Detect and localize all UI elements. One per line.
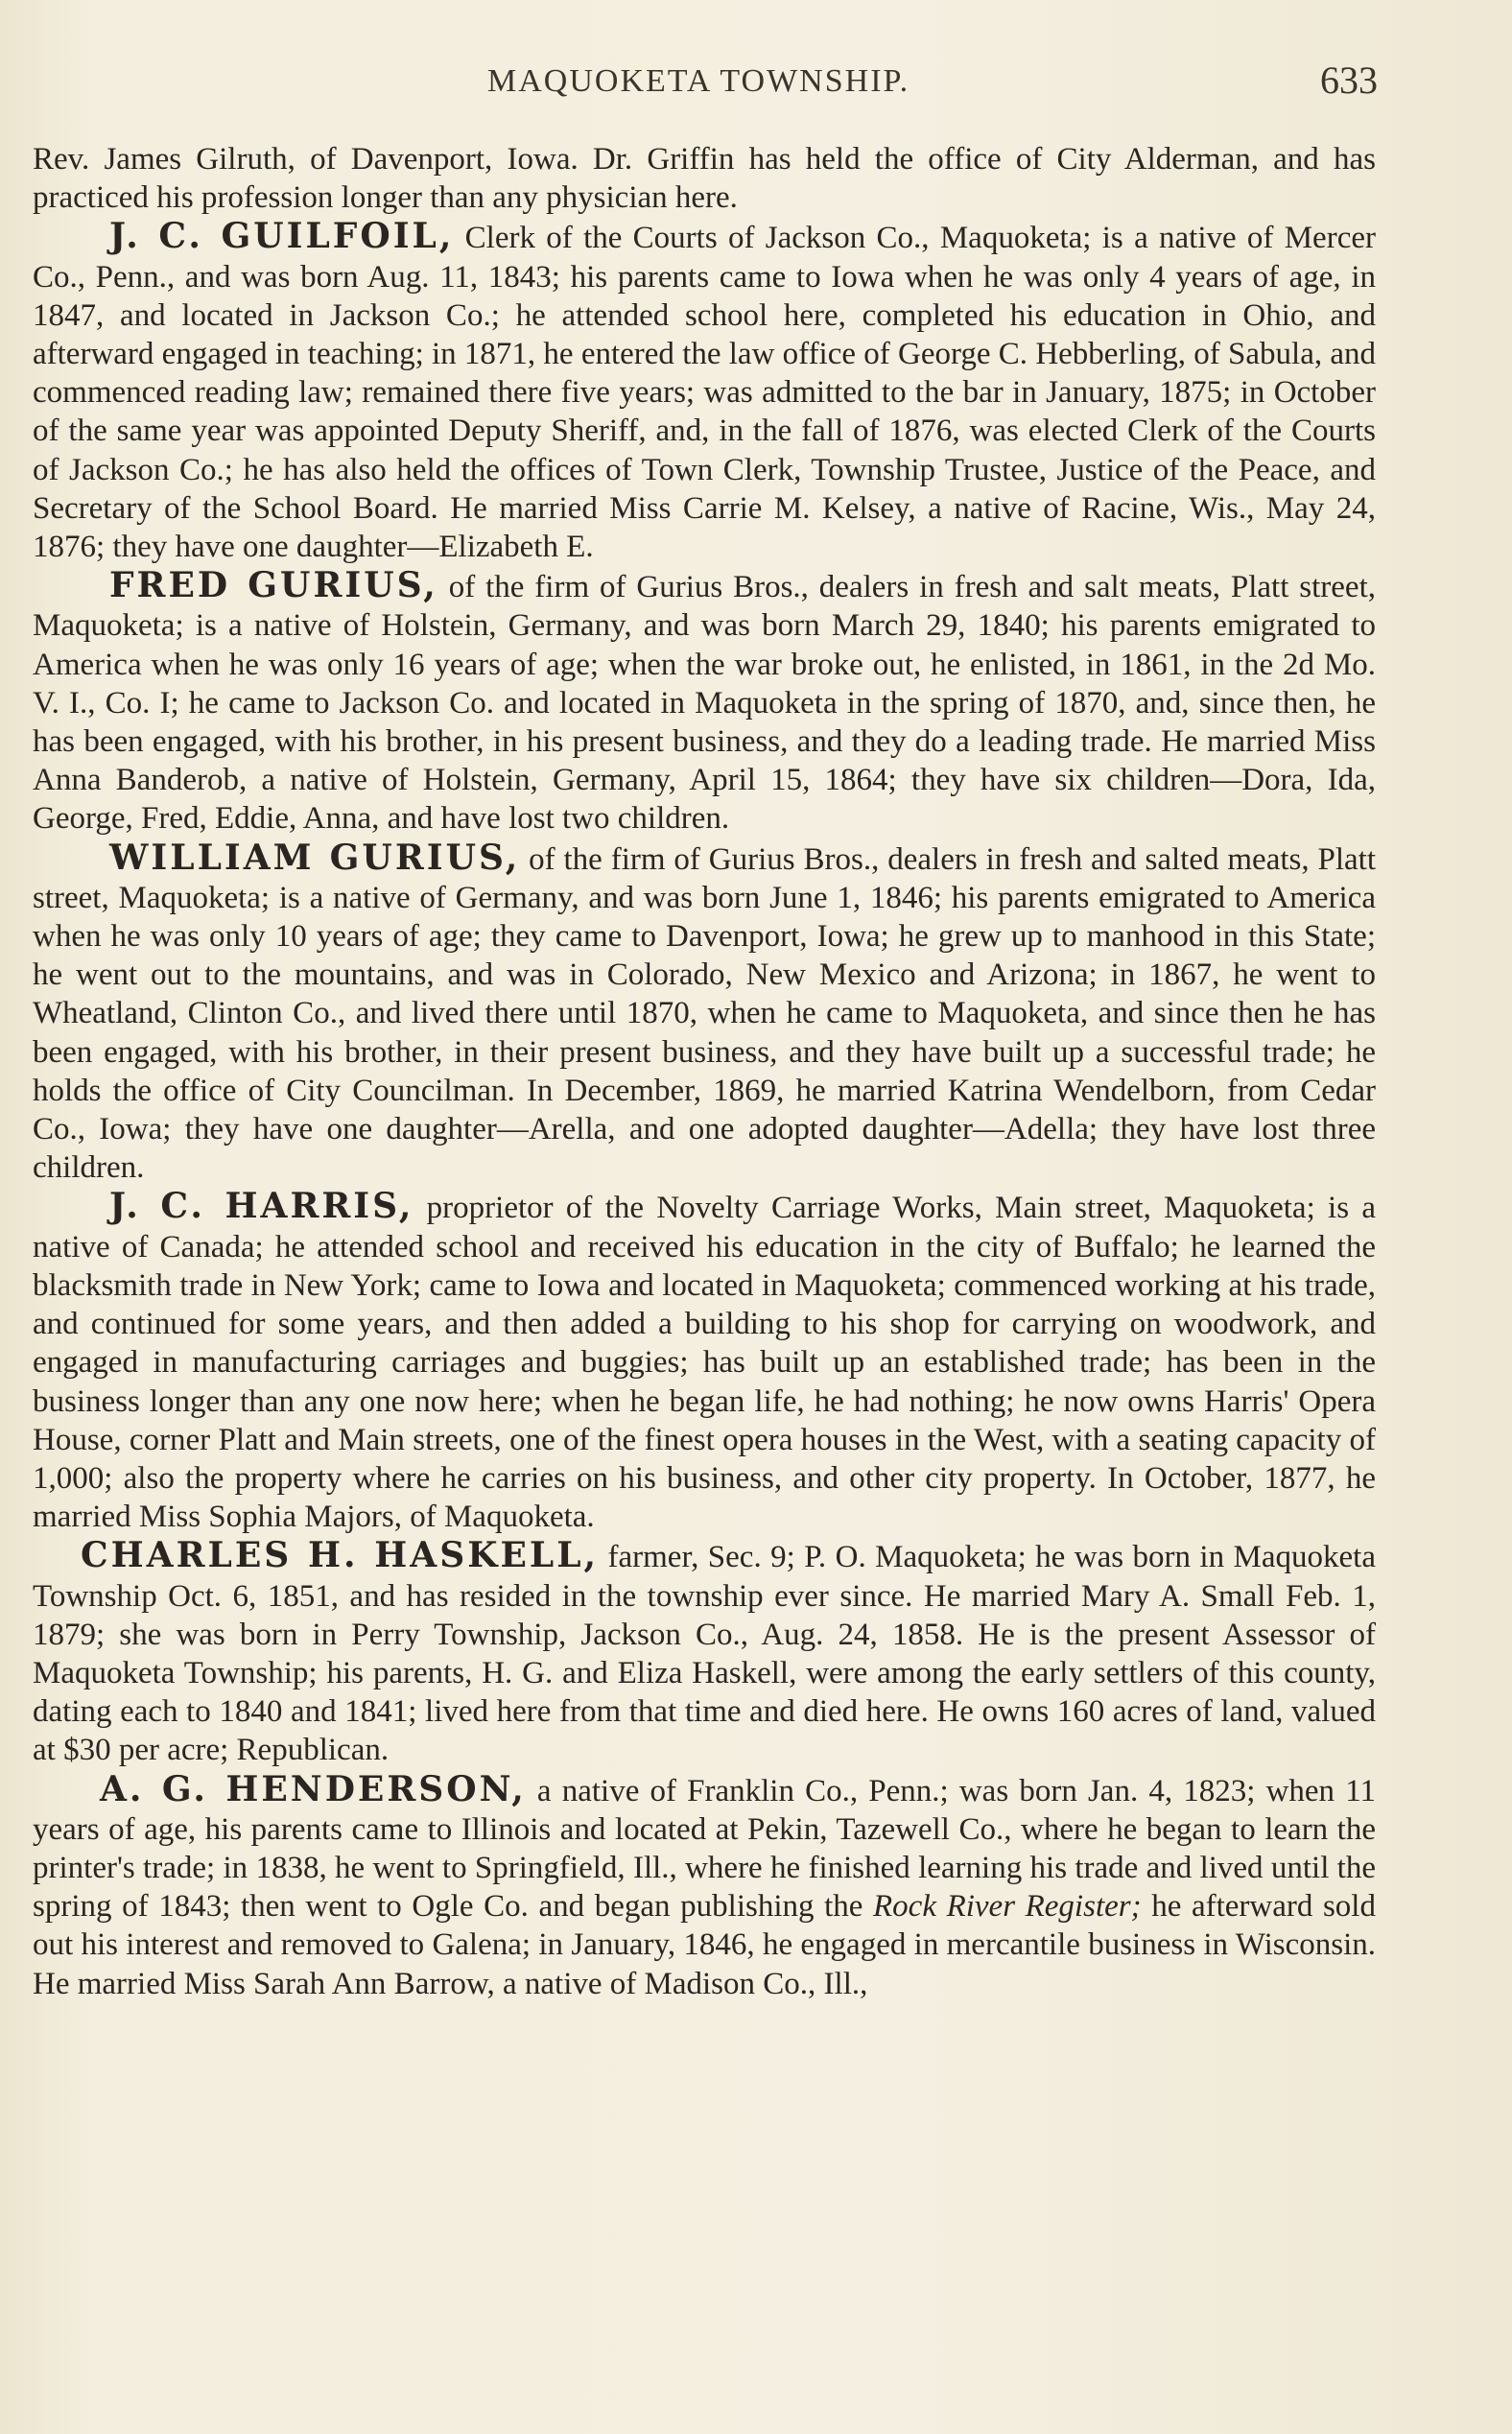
entry-name: WILLIAM GURIUS, xyxy=(109,837,521,878)
page-number: 633 xyxy=(1320,59,1378,102)
entry-text: Rev. James Gilruth, of Davenport, Iowa. Dr. Griffin has held the office of City Alderman, and has practiced his profession longer than any physician here. xyxy=(33,142,1376,216)
newspaper-title: Rock River Register; xyxy=(873,1889,1142,1925)
biography-entry xyxy=(33,566,1376,838)
entry-continuation xyxy=(33,140,1376,217)
body-text xyxy=(33,140,1376,2003)
entry-name: J. C. GUILFOIL, xyxy=(109,216,455,257)
entry-name: A. G. HENDERSON, xyxy=(100,1768,527,1809)
entry-text: Clerk of the Courts of Jackson Co., Maquoketa; is a native of Mercer Co., Penn., and was born Aug. 11, 1843; his parents came to Iowa when he was only 4 years of age, in 1847, and located in Jackson Co.; he attended school here, completed his education in Ohio, and afterward engaged in teaching; in 1871, he entered the law office of George C. Hebberling, of Sabula, and commenced reading law; remained there five years; was admitted to the bar in January, 1875; in October of the same year was appointed Deputy Sheriff, and, in the fall of 1876, was elected Clerk of the Courts of Jackson Co.; he has also held the offices of Town Clerk, Township Trustee, Justice of the Peace, and Secretary of the School Board. He married Miss Carrie M. Kelsey, a native of Racine, Wis., May 24, 1876; they have one daughter—Elizabeth E. xyxy=(33,221,1376,565)
entry-text: a native of Franklin Co., Penn.; was born Jan. 4, 1823; when 11 years of age, his parents came to Illinois and located at Pekin, Tazewell Co., where he began to learn the printer's trade; in 1838, he went to Springfield, Ill., where he finished learning his trade and lived until the spring of 1843; then went to Ogle Co. and began publishing the xyxy=(33,1773,1376,1925)
entry-text: of the firm of Gurius Bros., dealers in fresh and salted meats, Platt street, Maquoketa; is a native of Germany, and was born June 1, 1846; his parents emigrated to America when he was only 10 years of age; they came to Davenport, Iowa; he grew up to manhood in this State; he went out to the mountains, and was in Colorado, New Mexico and Arizona; in 1867, he went to Wheatland, Clinton Co., and lived there until 1870, when he came to Maquoketa, and since then he has been engaged, with his brother, in their present business, and they have built up a successful trade; he holds the office of City Councilman. In December, 1869, he married Katrina Wendelborn, from Cedar Co., Iowa; they have one daughter—Arella, and one adopted daughter—Adella; they have lost three children. xyxy=(33,841,1376,1186)
biography-entry xyxy=(33,839,1376,1188)
biography-entry xyxy=(33,217,1376,566)
entry-text-continued: he afterward sold out his interest and removed to Galena; in January, 1846, he engaged in mercantile business in Wisconsin. He married Miss Sarah Ann Barrow, a native of Madison Co., Ill., xyxy=(33,1889,1376,2001)
running-title: MAQUOKETA TOWNSHIP. xyxy=(487,63,910,99)
biography-entry xyxy=(33,1770,1376,2003)
entry-name: FRED GURIUS, xyxy=(109,565,438,606)
entry-name: CHARLES H. HASKELL, xyxy=(81,1535,600,1576)
entry-name: J. C. HARRIS, xyxy=(109,1186,414,1227)
entry-text: of the firm of Gurius Bros., dealers in fresh and salt meats, Platt street, Maquoketa; is a native of Holstein, Germany, and was born March 29, 1840; his parents emigrated to America when he was only 16 years of age; when the war broke out, he enlisted, in 1861, in the 2d Mo. V. I., Co. I; he came to Jackson Co. and located in Maquoketa in the spring of 1870, and, since then, he has been engaged, with his brother, in his present business, and they do a leading trade. He married Miss Anna Banderob, a native of Holstein, Germany, April 15, 1864; they have six children—Dora, Ida, George, Fred, Eddie, Anna, and have lost two children. xyxy=(33,570,1376,837)
entry-text: proprietor of the Novelty Carriage Works, Main street, Maquoketa; is a native of Canada; he attended school and received his education in the city of Buffalo; he learned the blacksmith trade in New York; came to Iowa and located in Maquoketa; commenced working at his trade, and continued for some years, and then added a building to his shop for carrying on woodwork, and engaged in manufacturing carriages and buggies; has built up an established trade; has been in the business longer than any one now here; when he began life, he had nothing; he now owns Harris' Opera House, corner Platt and Main streets, one of the finest opera houses in the West, with a seating capacity of 1,000; also the property where he carries on his business, and other city property. In October, 1877, he married Miss Sophia Majors, of Maquoketa. xyxy=(33,1191,1377,1535)
page-header xyxy=(35,58,1378,115)
biography-entry xyxy=(33,1187,1376,1536)
biography-entry xyxy=(33,1536,1376,1769)
entry-text: farmer, Sec. 9; P. O. Maquoketa; he was born in Maquoketa Township Oct. 6, 1851, and has resided in the township ever since. He married Mary A. Small Feb. 1, 1879; she was born in Perry Township, Jackson Co., Aug. 24, 1858. He is the present Assessor of Maquoketa Township; his parents, H. G. and Eliza Haskell, were among the early settlers of this county, dating each to 1840 and 1841; lived here from that time and died here. He owns 160 acres of land, valued at $30 per acre; Republican. xyxy=(33,1540,1376,1768)
